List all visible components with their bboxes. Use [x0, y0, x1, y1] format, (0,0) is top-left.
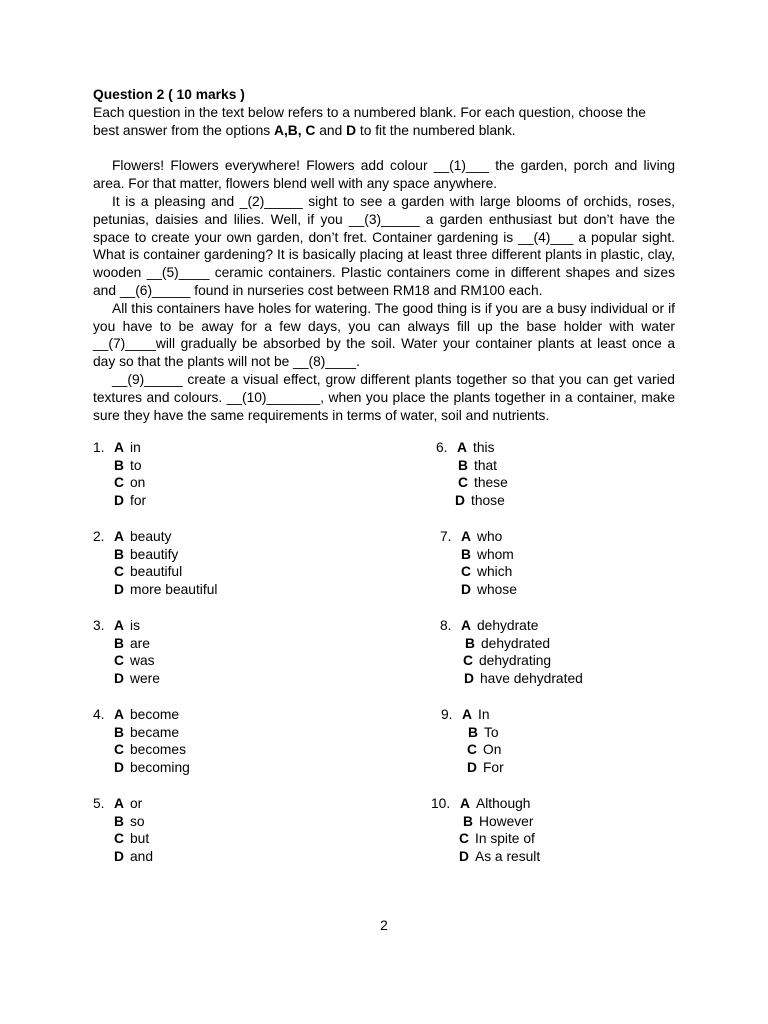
option — [464, 670, 583, 688]
option-text: dehydrating — [479, 653, 552, 668]
passage-paragraph: All this containers have holes for watering. The good thing is if you are a busy individual or if you have to be away for a few days, you can always fill up the base holder with water __(7)____will gradually be absorbed by the soil. Water your container plants at least once a day so that the plants will not be __(8)____. — [93, 300, 675, 370]
option — [114, 546, 178, 564]
instructions-letters: A,B, C — [273, 122, 316, 138]
option-letter: C — [114, 564, 124, 579]
option — [114, 741, 186, 759]
option — [459, 830, 535, 848]
question-item — [436, 706, 686, 795]
option-letter: C — [461, 564, 471, 579]
option — [114, 439, 141, 457]
option-letter: A — [461, 529, 471, 544]
question-number: 7. — [440, 529, 452, 544]
question-number: 9. — [441, 707, 453, 722]
option — [467, 741, 501, 759]
option-letter: A — [114, 440, 124, 455]
option — [114, 848, 153, 866]
option-text: those — [471, 493, 505, 508]
options-column-right — [431, 439, 686, 884]
option — [468, 724, 499, 742]
question-number: 5. — [93, 796, 105, 811]
instructions-text: and — [315, 122, 347, 138]
question-item — [436, 617, 686, 706]
option — [114, 635, 150, 653]
option-letter: B — [114, 725, 124, 740]
option-letter: A — [114, 529, 124, 544]
option-text: so — [130, 814, 145, 829]
option-text: To — [484, 725, 499, 740]
option-text: In — [478, 707, 490, 722]
option-letter: D — [459, 849, 469, 864]
question-item — [93, 706, 343, 795]
option — [463, 813, 533, 831]
option-text: was — [130, 653, 155, 668]
option-letter: A — [114, 796, 124, 811]
question-number: 4. — [93, 707, 105, 722]
option-text: dehydrate — [477, 618, 539, 633]
option — [114, 581, 217, 599]
option-letter: C — [459, 831, 469, 846]
passage-paragraph: __(9)_____ create a visual effect, grow different plants together so that you can get varied textures and colours. __(10)_______, when you place the plants together in a container, make sure they have the same requirements in terms of water, soil and nutrients. — [93, 371, 675, 423]
option — [114, 759, 190, 777]
option — [114, 795, 142, 813]
question-item — [93, 617, 343, 706]
option — [114, 457, 142, 475]
option — [114, 528, 171, 546]
option — [467, 759, 504, 777]
option — [458, 457, 497, 475]
option-letter: C — [114, 653, 124, 668]
option — [463, 652, 551, 670]
option-text: Although — [476, 796, 531, 811]
option — [114, 474, 145, 492]
question-item — [93, 439, 343, 528]
option-letter: D — [467, 760, 477, 775]
option — [459, 848, 540, 866]
option — [461, 546, 514, 564]
option — [114, 706, 179, 724]
option-letter: B — [461, 547, 471, 562]
option — [114, 617, 140, 635]
option-letter: B — [114, 636, 124, 651]
option-text: is — [130, 618, 140, 633]
option-text: becomes — [130, 742, 186, 757]
option — [461, 617, 538, 635]
option-text: whom — [477, 547, 514, 562]
option-text: As a result — [475, 849, 541, 864]
option-text: for — [130, 493, 147, 508]
option-letter: A — [114, 707, 124, 722]
option — [114, 652, 155, 670]
option-text: or — [130, 796, 143, 811]
option-letter: B — [114, 458, 124, 473]
option-text: On — [483, 742, 502, 757]
option — [455, 492, 505, 510]
question-number: 1. — [93, 440, 105, 455]
option-letter: C — [114, 742, 124, 757]
option — [114, 724, 179, 742]
option-letter: B — [114, 547, 124, 562]
option-letter: B — [465, 636, 475, 651]
option-letter: D — [461, 582, 471, 597]
option-text: on — [130, 475, 146, 490]
option-letter: C — [467, 742, 477, 757]
option-text: In spite of — [475, 831, 535, 846]
option-text: but — [130, 831, 150, 846]
option-text: beauty — [130, 529, 172, 544]
option-letter: D — [114, 493, 124, 508]
option-letter: B — [463, 814, 473, 829]
option-letter: A — [457, 440, 467, 455]
option — [461, 581, 517, 599]
question-number: 3. — [93, 618, 105, 633]
option-letter: B — [114, 814, 124, 829]
option-letter: C — [463, 653, 473, 668]
option — [461, 563, 512, 581]
option-letter: D — [114, 849, 124, 864]
option-text: have dehydrated — [480, 671, 583, 686]
option-text: and — [130, 849, 154, 864]
question-number: 2. — [93, 529, 105, 544]
passage-paragraph: Flowers! Flowers everywhere! Flowers add colour __(1)___ the garden, porch and living area. For that matter, flowers blend well with any space anywhere. — [93, 158, 675, 192]
instructions-text: Each question in the text below refers to a numbered blank. For each question, choose the best answer from the options — [93, 104, 646, 138]
question-item — [436, 528, 686, 617]
passage — [93, 157, 675, 424]
question-item — [436, 439, 686, 528]
instructions-text: to fit the numbered blank. — [356, 122, 516, 138]
option-text: beautiful — [130, 564, 183, 579]
option-text: that — [474, 458, 498, 473]
question-title: Question 2 ( 10 marks ) — [93, 87, 245, 102]
option-letter: A — [114, 618, 124, 633]
option — [465, 635, 550, 653]
option-text: are — [130, 636, 150, 651]
option-text: became — [130, 725, 180, 740]
option-letter: A — [460, 796, 470, 811]
question-item — [431, 795, 686, 884]
option — [114, 830, 149, 848]
option-letter: B — [468, 725, 478, 740]
option-letter: D — [114, 582, 124, 597]
option-text: more beautiful — [130, 582, 218, 597]
passage-paragraph: It is a pleasing and _(2)_____ sight to see a garden with large blooms of orchids, roses, petunias, daisies and lilies. Well, if you __(3)_____ a garden enthusiast but don’t have the space to create your own garden, don’t fret. Container gardening is __(4)___ a popular sight. What is container gardening? It is basically placing at least three different plants in plastic, clay, wooden __(5)____ ceramic containers. Plastic containers come in different shapes and sizes and __(6)_____ found in nurseries cost between RM18 and RM100 each. — [93, 193, 675, 298]
worksheet — [93, 86, 675, 864]
option-letter: C — [114, 831, 124, 846]
option — [458, 474, 508, 492]
option-text: become — [130, 707, 180, 722]
option-text: these — [474, 475, 508, 490]
option-text: this — [473, 440, 495, 455]
options-column-left — [93, 439, 343, 884]
option — [461, 528, 502, 546]
option-letter: D — [464, 671, 474, 686]
option — [462, 706, 490, 724]
option-text: becoming — [130, 760, 190, 775]
option-letter: A — [462, 707, 472, 722]
option-letter: C — [458, 475, 468, 490]
option-text: whose — [477, 582, 517, 597]
option-text: were — [130, 671, 160, 686]
option-text: For — [483, 760, 504, 775]
option — [114, 813, 145, 831]
option — [457, 439, 494, 457]
question-instructions — [93, 104, 675, 140]
option-letter: A — [461, 618, 471, 633]
option-letter: D — [114, 760, 124, 775]
option — [114, 563, 182, 581]
option-text: which — [477, 564, 513, 579]
question-number: 8. — [440, 618, 452, 633]
option-text: in — [130, 440, 141, 455]
option-letter: B — [458, 458, 468, 473]
option-text: However — [479, 814, 534, 829]
question-item — [93, 795, 343, 884]
option-text: beautify — [130, 547, 179, 562]
option-text: dehydrated — [481, 636, 551, 651]
option — [460, 795, 530, 813]
instructions-letter-d: D — [346, 122, 357, 138]
option-text: who — [477, 529, 503, 544]
option-letter: D — [455, 493, 465, 508]
option-letter: D — [114, 671, 124, 686]
option-text: to — [130, 458, 142, 473]
question-item — [93, 528, 343, 617]
question-number: 10. — [431, 796, 451, 811]
option — [114, 670, 160, 688]
option — [114, 492, 146, 510]
page-number: 2 — [380, 918, 388, 933]
question-number: 6. — [436, 440, 448, 455]
option-letter: C — [114, 475, 124, 490]
